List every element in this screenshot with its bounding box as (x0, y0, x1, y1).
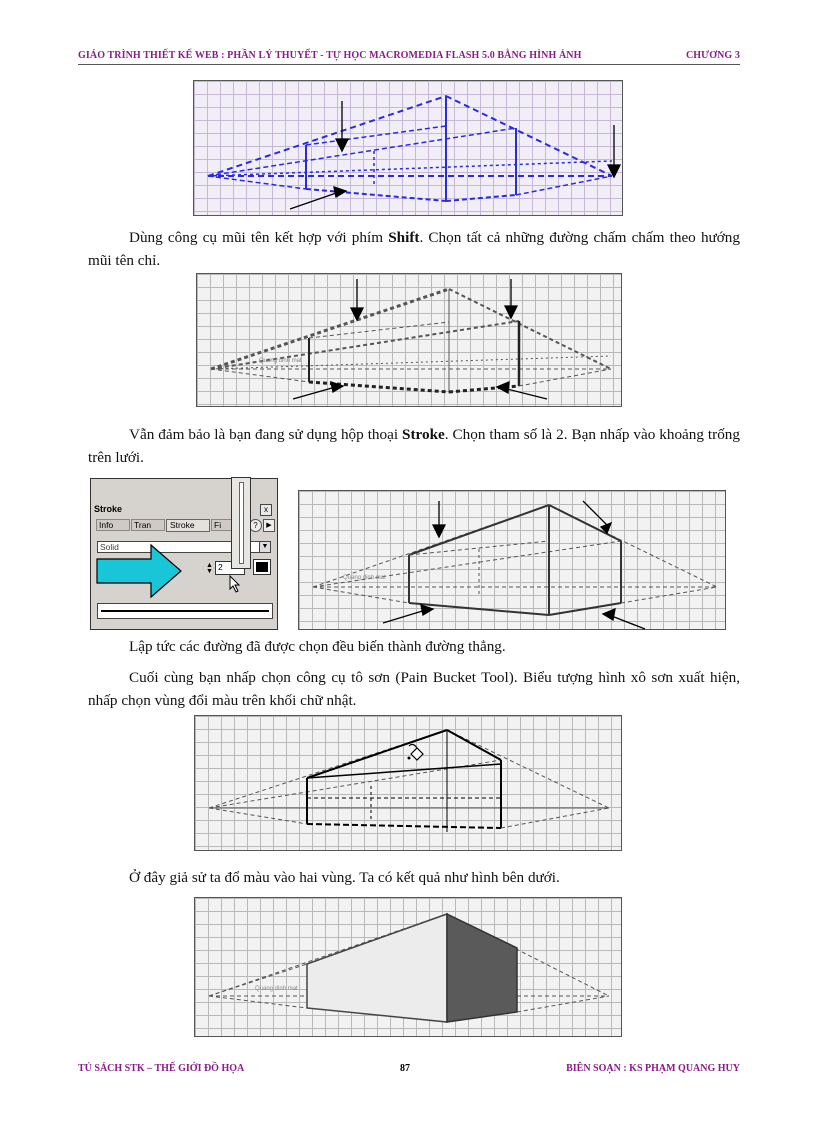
filled-side-face (447, 914, 517, 1022)
canvas-label: Quang dinh mat (343, 575, 386, 581)
stroke-style-value: Solid (100, 542, 119, 552)
paragraph-5 (88, 866, 740, 889)
stroke-color-swatch[interactable] (253, 559, 271, 575)
help-icon[interactable]: ? (249, 519, 262, 532)
figure-1-drawing (194, 81, 624, 217)
filled-front-face (307, 914, 447, 1022)
paragraph-5-text: Ở đây giả sử ta đổ màu vào hai vùng. Ta có kết quả như hình bên dưới. (129, 869, 560, 886)
paragraph-3-text: Lập tức các đường đã được chọn đều biến thành đường thẳng. (129, 638, 506, 655)
paragraph-2-text-a: Vẫn đảm bảo là bạn đang sử dụng hộp thoại (129, 426, 403, 443)
figure-2-drawing (197, 274, 623, 408)
figure-5-drawing (195, 898, 623, 1038)
width-slider-popup[interactable] (231, 477, 251, 569)
stroke-preview (97, 603, 273, 619)
paragraph-2 (88, 423, 740, 469)
page-number: 87 (400, 1063, 410, 1074)
paragraph-1 (88, 226, 740, 272)
canvas-label: Quang dinh mat (255, 986, 298, 992)
canvas-label: Quang dinh mat (259, 358, 302, 364)
tab-info[interactable] (96, 519, 130, 531)
header-chapter: CHƯƠNG 3 (685, 50, 740, 61)
close-icon[interactable]: x (260, 504, 272, 516)
footer-series: TỦ SÁCH STK – THẾ GIỚI ĐỒ HỌA (78, 1063, 245, 1074)
page-header (78, 50, 740, 61)
header-title: GIÁO TRÌNH THIẾT KẾ WEB : PHẦN LÝ THUYẾT - TỰ HỌC MACROMEDIA FLASH 5.0 BẰNG HÌNH ẢNH (78, 50, 582, 61)
tab-fill-label: Fi (214, 520, 222, 530)
paragraph-4-text: Cuối cùng bạn nhấp chọn công cụ tô sơn (Pain Bucket Tool). Biểu tượng hình xô sơn xuất hiện, nhấp chọn vùng đổi màu trên khối chữ nhật. (88, 669, 740, 709)
page-footer (78, 1063, 740, 1074)
paragraph-1-text-a: Dùng công cụ mũi tên kết hợp với phím (129, 229, 389, 246)
panel-menu-arrow-icon[interactable]: ▶ (263, 519, 275, 532)
stroke-panel (90, 478, 278, 630)
figure-5-filled-result (194, 897, 622, 1037)
figure-4-paint-bucket (194, 715, 622, 851)
paragraph-2-text-b: . Chọn tham số là 2. Bạn nhấp vào khoảng trống trên lưới. (88, 426, 740, 466)
tab-stroke[interactable] (166, 519, 210, 532)
paragraph-3 (88, 635, 740, 658)
paint-bucket-icon (408, 744, 424, 760)
figure-1-blue-perspective (193, 80, 623, 216)
footer-author: BIÊN SOẠN : KS PHẠM QUANG HUY (566, 1063, 740, 1074)
figure-3-drawing (299, 491, 727, 631)
figure-2-selected-lines (196, 273, 622, 407)
tab-stroke-label: Stroke (170, 520, 195, 530)
paragraph-4 (88, 666, 740, 712)
cyan-pointer-arrow-icon (95, 541, 185, 601)
slider-track (239, 482, 244, 564)
stroke-panel-title: Stroke (94, 504, 123, 514)
figure-3-stroke-applied (298, 490, 726, 630)
chevron-down-icon[interactable]: ▼ (259, 542, 270, 552)
paragraph-1-text-b: . Chọn tất cả những đường chấm chấm theo hướng mũi tên chỉ. (88, 229, 740, 269)
header-rule (78, 64, 740, 65)
stroke-width-value: 2 (218, 562, 223, 572)
tab-transform[interactable] (131, 519, 165, 531)
stroke-width-stepper[interactable]: ▲ ▼ (206, 562, 213, 575)
tab-info-label: Info (99, 520, 114, 530)
shift-key-label: Shift (388, 229, 420, 246)
figure-4-drawing (195, 716, 623, 852)
stroke-dialog-label: Stroke (402, 426, 445, 443)
mouse-cursor-icon (229, 575, 241, 593)
tab-transform-label: Tran (134, 520, 152, 530)
